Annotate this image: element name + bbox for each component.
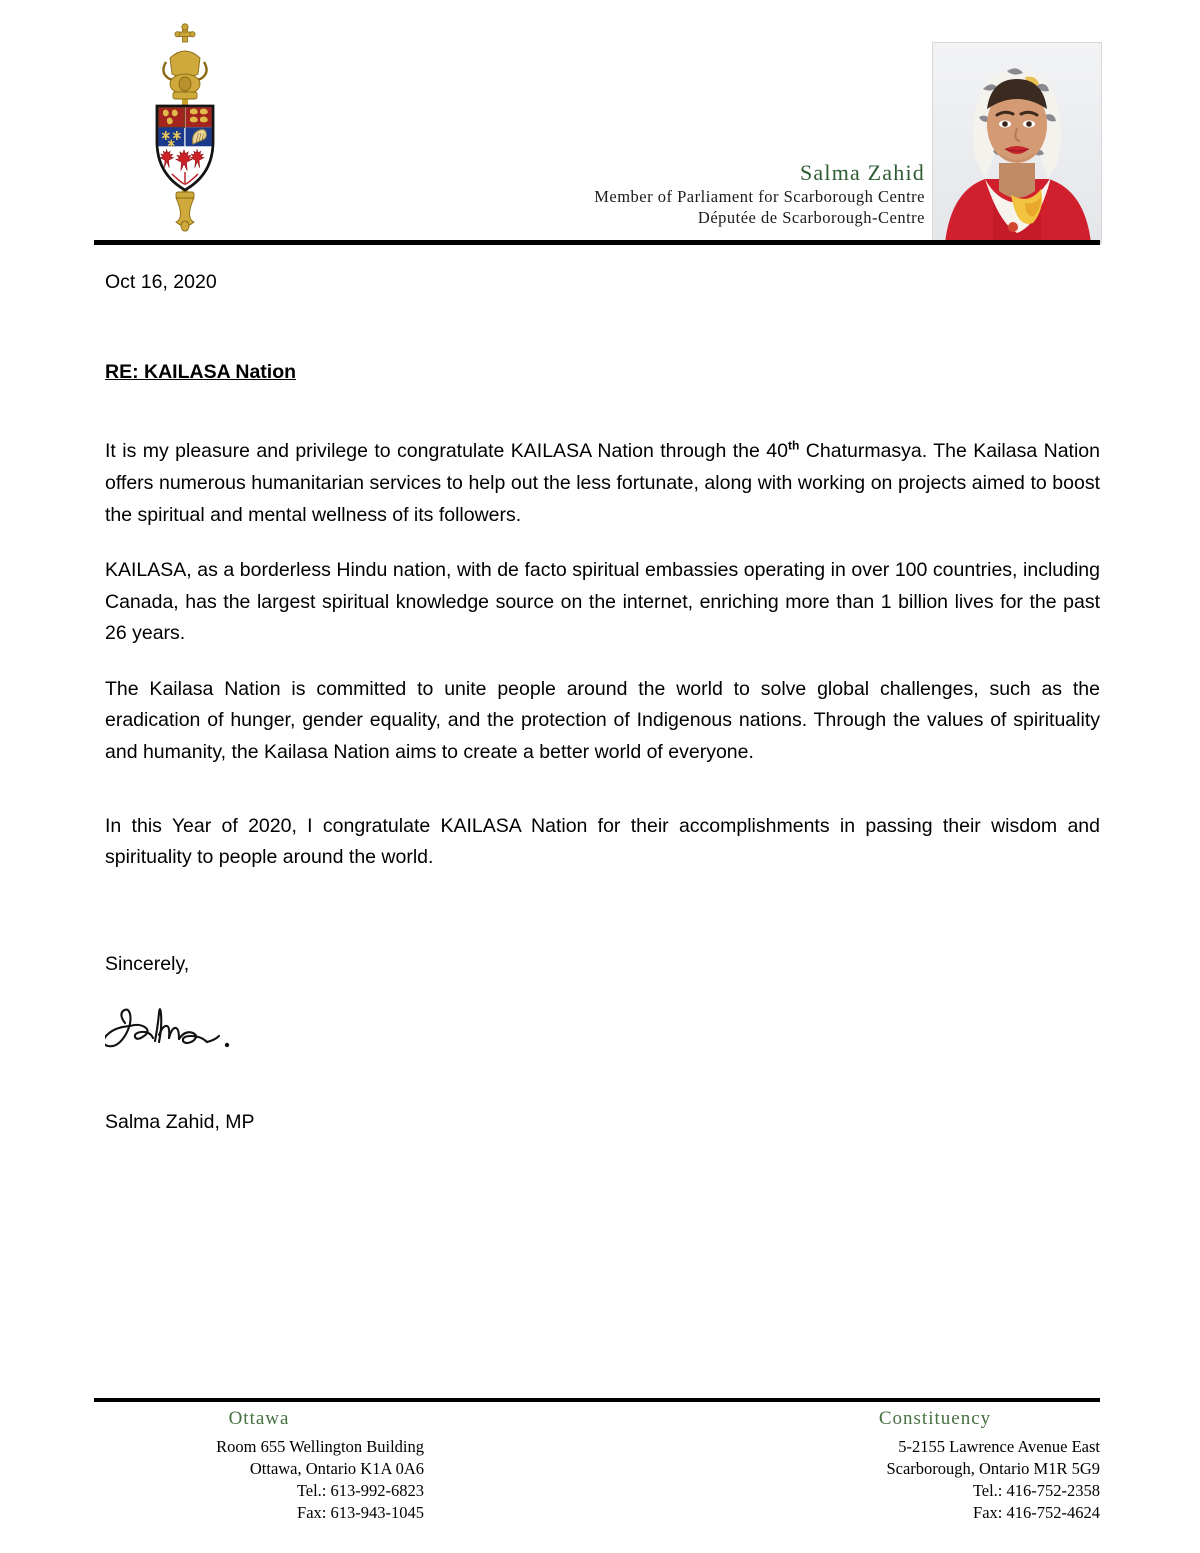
footer-constituency-fax: Fax: 416-752-4624 — [973, 1502, 1100, 1522]
letter-subject: RE: KAILASA Nation — [105, 361, 297, 384]
letterhead-titles — [430, 160, 925, 229]
letter-closing: Sincerely, — [105, 952, 190, 975]
paragraph-4: In this Year of 2020, I congratulate KAILASA Nation for their accomplishments in passing their wisdom and spirituality to people around the world. — [105, 814, 1100, 869]
footer-ottawa-fax: Fax: 613-943-1045 — [297, 1502, 424, 1522]
letter-date: Oct 16, 2020 — [105, 271, 217, 293]
mp-portrait-photo — [932, 42, 1102, 244]
header-divider — [94, 240, 1100, 245]
mp-role-english: Member of Parliament for Scarborough Centre — [594, 186, 925, 206]
mp-name: Salma Zahid — [799, 160, 925, 185]
footer-ottawa-phone: Tel.: 613-992-6823 — [296, 1480, 424, 1500]
footer-ottawa-line-1: Room 655 Wellington Building — [216, 1437, 424, 1456]
paragraph-1 — [105, 436, 1100, 531]
footer-constituency-line-1: 5-2155 Lawrence Avenue East — [898, 1437, 1100, 1456]
footer-constituency-phone: Tel.: 416-752-2358 — [972, 1480, 1100, 1500]
coat-of-arms-icon — [142, 22, 228, 234]
paragraph-2: KAILASA, as a borderless Hindu nation, with de facto spiritual embassies operating in over 100 countries, including Canada, has the largest spiritual knowledge source on the internet, enriching more than 1 billion lives for the past 26 years. — [105, 559, 1100, 645]
paragraph-1-before: It is my pleasure and privilege to congratulate KAILASA Nation through the 40 — [105, 440, 788, 463]
footer-ottawa-heading: Ottawa — [228, 1408, 290, 1429]
letter-footer — [0, 1398, 1200, 1553]
paragraph-3: The Kailasa Nation is committed to unite people around the world to solve global challenges, such as the eradication of hunger, gender equality, and the protection of Indigenous nations. Through the values of spirituality and humanity, the Kailasa Nation aims to create a better world of everyone. — [105, 677, 1100, 763]
letterhead — [0, 0, 1200, 252]
footer-constituency-office — [770, 1408, 1100, 1524]
letter-paragraphs — [105, 436, 1100, 873]
footer-divider — [94, 1398, 1100, 1402]
paragraph-1-after: Chaturmasya. The Kailasa Nation offers numerous humanitarian services to help out the less fortunate, along with working on projects aimed to boost the spiritual and mental wellness of its followers. — [105, 440, 1100, 526]
letter-body — [105, 270, 1100, 1136]
footer-constituency-line-2: Scarborough, Ontario M1R 5G9 — [886, 1458, 1100, 1478]
mp-role-french: Députée de Scarborough-Centre — [697, 208, 925, 228]
signature-image — [105, 1001, 335, 1079]
footer-ottawa-line-2: Ottawa, Ontario K1A 0A6 — [249, 1458, 424, 1478]
footer-ottawa-office — [94, 1408, 424, 1524]
ordinal-superscript: th — [787, 438, 800, 453]
signer-name: Salma Zahid, MP — [105, 1110, 255, 1133]
footer-constituency-heading: Constituency — [878, 1408, 992, 1429]
